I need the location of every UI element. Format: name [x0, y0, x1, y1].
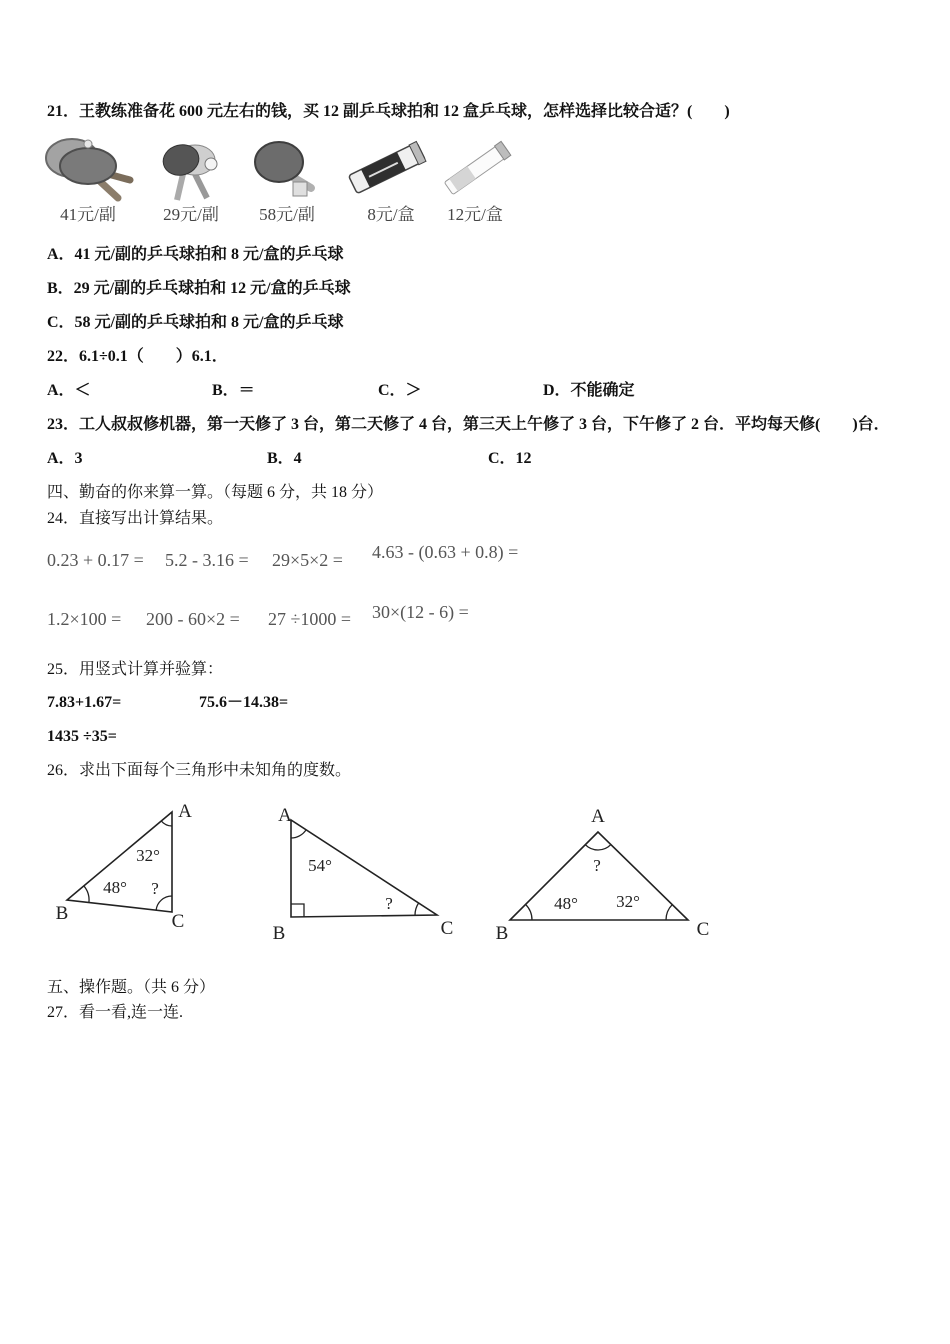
angle-label-a: 54° — [308, 856, 332, 875]
question-22-option-b: B．＝ — [212, 382, 255, 399]
question-22-option-d: D．不能确定 — [543, 382, 635, 399]
triangle-2 — [273, 805, 454, 944]
price-label: 29元/副 — [163, 205, 219, 224]
angle-label-b: 48° — [554, 894, 578, 913]
price-label: 12元/盒 — [447, 205, 503, 224]
expression: 4.63 - (0.63 + 0.8) = — [372, 542, 519, 562]
price-label: 8元/盒 — [367, 205, 415, 224]
vertex-label-b: B — [55, 903, 69, 924]
vertical-calc-problem: 7.83+1.67= — [47, 694, 122, 711]
angle-arc — [666, 905, 672, 920]
question-23-stem: 23．工人叔叔修机器，第一天修了 3 台，第二天修了 4 台，第三天上午修了 3 台，下午修了 2 台．平均每天修( )台． — [47, 416, 890, 433]
expression: 0.23 + 0.17 = — [47, 550, 144, 570]
question-27-stem: 27．看一看,连一连. — [47, 1004, 184, 1021]
vertex-label-b: B — [495, 923, 509, 944]
paddle-icon — [253, 138, 325, 207]
angle-arc — [526, 904, 532, 920]
price-label: 58元/副 — [259, 205, 315, 224]
angle-label-c: ? — [151, 879, 159, 898]
expression: 1.2×100 = — [47, 609, 122, 629]
angle-label-c: ? — [385, 894, 393, 913]
vertex-label-c: C — [171, 911, 185, 932]
question-22-stem: 22．6.1÷0.1（ ）6.1． — [47, 348, 228, 365]
question-26-stem: 26．求出下面每个三角形中未知角的度数。 — [47, 762, 352, 779]
ball-tube-dark-icon — [345, 134, 429, 203]
price-label: 41元/副 — [60, 205, 116, 224]
question-23-option-a: A．3 — [47, 450, 83, 467]
angle-arc — [415, 903, 419, 915]
expression: 30×(12 - 6) = — [372, 602, 469, 622]
angle-arc — [585, 845, 611, 850]
angle-label-a: 32° — [136, 846, 160, 865]
vertex-label-b: B — [272, 923, 286, 944]
vertical-calc-problem: 1435 ÷35= — [47, 728, 117, 745]
angle-arc — [161, 821, 172, 826]
angle-arc — [84, 886, 89, 903]
vertex-label-a: A — [591, 806, 605, 827]
paddle-with-ball-icon — [155, 140, 225, 209]
vertex-label-a: A — [178, 801, 192, 822]
question-21-stem: 21．王教练准备花 600 元左右的钱，买 12 副乒乓球拍和 12 盒乒乓球，怎样选择比较合适？( ) — [47, 103, 730, 120]
vertex-label-c: C — [696, 919, 710, 940]
angle-arc — [291, 830, 306, 838]
question-24-stem: 24．直接写出计算结果。 — [47, 510, 224, 527]
question-23-option-b: B．4 — [267, 450, 302, 467]
question-23-option-c: C．12 — [488, 450, 532, 467]
question-21-option-c: C．58 元/副的乒乓球拍和 8 元/盒的乒乓球 — [47, 314, 344, 331]
triangle-1 — [56, 801, 192, 932]
paddle-pair-icon — [42, 134, 134, 209]
angle-arc — [156, 896, 172, 910]
section-4-title: 四、勤奋的你来算一算。（每题 6 分，共 18 分） — [47, 484, 384, 501]
triangle-3-outline — [510, 832, 688, 920]
triangle-3 — [496, 806, 710, 944]
triangles-figure — [0, 790, 760, 955]
question-25-stem: 25．用竖式计算并验算： — [47, 661, 224, 678]
angle-label-c: 32° — [616, 892, 640, 911]
question-21-option-a: A．41 元/副的乒乓球拍和 8 元/盒的乒乓球 — [47, 246, 344, 263]
right-angle-marker — [291, 904, 304, 917]
vertical-calc-problem: 75.6－14.38= — [199, 694, 289, 711]
question-22-option-a: A．＜ — [47, 382, 91, 399]
angle-label-a: ? — [593, 856, 601, 875]
question-21-option-b: B．29 元/副的乒乓球拍和 12 元/盒的乒乓球 — [47, 280, 351, 297]
expression: 27 ÷1000 = — [268, 609, 352, 629]
expression: 29×5×2 = — [272, 550, 343, 570]
vertex-label-c: C — [440, 918, 454, 939]
angle-label-b: 48° — [103, 878, 127, 897]
expression: 200 - 60×2 = — [146, 609, 240, 629]
ball-tube-light-icon — [440, 134, 514, 203]
question-22-option-c: C．＞ — [378, 382, 422, 399]
vertex-label-a: A — [278, 805, 292, 826]
section-5-title: 五、操作题。（共 6 分） — [47, 979, 216, 996]
expression: 5.2 - 3.16 = — [165, 550, 249, 570]
